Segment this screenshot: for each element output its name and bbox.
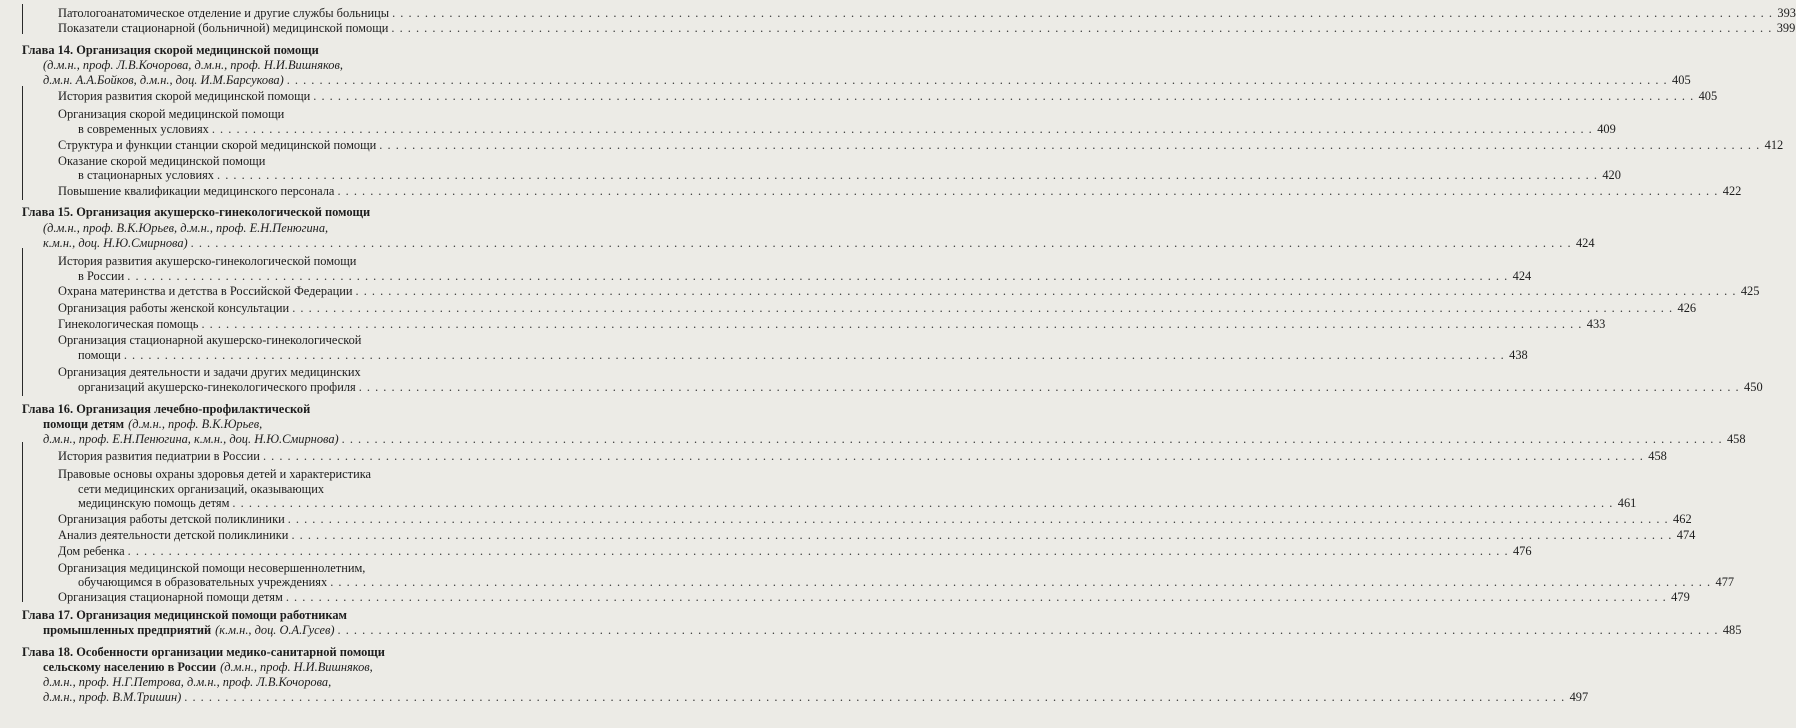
toc-entry-cont: в России . . . 424 [78,269,467,283]
page-number: 458 [1648,449,1667,463]
toc-entry-cont: в современных условиях . . . 409 [78,122,467,136]
page-number: 438 [1509,348,1528,362]
leader-dots [128,544,1509,558]
leader-dots [392,6,1773,20]
page-number: 422 [1722,184,1742,198]
page-number: 497 [1569,690,1589,704]
toc-entry-cont: организаций акушерско-гинекологического профиля . . . 450 [78,380,467,394]
toc-entry-cont: обучающимся в образовательных учреждениях . . . 477 [78,575,467,589]
toc-entry: Организация стационарной помощи детям . . . 479 [58,590,467,604]
leader-dots [184,690,1565,704]
leader-dots [313,89,1694,103]
toc-entry: История развития акушерско-гинекологической помощи [58,254,357,268]
leader-dots [287,73,1668,87]
leader-dots [263,449,1644,463]
leader-dots [232,496,1613,510]
section-rule [22,86,23,200]
leader-dots [124,348,1505,362]
chapter-authors: (д.м.н., проф. Л.В.Кочорова, д.м.н., проф. Н.И.Вишняков, [43,58,343,72]
leader-dots [217,168,1598,182]
page-number: 474 [1676,528,1696,542]
leader-dots [379,138,1760,152]
toc-entry: Повышение квалификации медицинского персонала . . . 422 [58,184,467,198]
page-number: 433 [1586,317,1606,331]
toc-entry: История развития педиатрии в России . . . 458 [58,449,467,463]
toc-entry-cont: сети медицинских организаций, оказывающих [78,482,325,496]
leader-dots [359,380,1740,394]
chapter-authors: д.м.н. А.А.Бойков, д.м.н., доц. И.М.Барсукова) . . . 405 [43,73,467,87]
leader-dots [337,184,1718,198]
toc-entry-cont: помощи . . . 438 [78,348,467,362]
toc-entry: Оказание скорой медицинской помощи [58,154,266,168]
page-number: 426 [1677,301,1697,315]
chapter-authors: д.м.н., проф. Н.Г.Петрова, д.м.н., проф. Л.В.Кочорова, [43,675,332,689]
page-number: 424 [1575,236,1595,250]
page-number: 399 [1776,21,1796,35]
toc-entry: Организация работы женской консультации . . . 426 [58,301,467,315]
chapter-title: Глава 17. Организация медицинской помощи работникам [22,608,347,622]
toc-entry: Охрана материнства и детства в Российской Федерации . . . 425 [58,284,467,298]
chapter-title-cont: сельскому населению в России (д.м.н., проф. Н.И.Вишняков, [43,660,373,674]
chapter-title-cont: промышленных предприятий (к.м.н., доц. О.А.Гусев) . . . 485 [43,623,467,637]
toc-entry [58,21,1796,35]
page-number: 462 [1673,512,1692,526]
page-number: 425 [1740,284,1760,298]
chapter-title: Глава 18. Особенности организации медико-санитарной помощи [22,645,385,659]
toc-entry: Анализ деятельности детской поликлиники . . . 474 [58,528,467,542]
page-number: 409 [1597,122,1616,136]
page-number: 461 [1617,496,1637,510]
entry-title: Показатели стационарной (больничной) медицинской помощи [58,21,389,35]
page-number: 477 [1715,575,1735,589]
toc-entry: Организация деятельности и задачи других медицинских [58,365,361,379]
page-number: 405 [1672,73,1691,87]
page-number: 393 [1777,6,1796,20]
leader-dots [288,512,1669,526]
toc-entry: Организация работы детской поликлиники . . . 462 [58,512,467,526]
page-number: 458 [1726,432,1746,446]
entry-title: Патологоанатомическое отделение и другие службы больницы [58,6,390,20]
chapter-authors: д.м.н., проф. В.М.Тришин) . . . 497 [43,690,467,704]
leader-dots [286,590,1667,604]
leader-dots [212,122,1593,136]
page-number: 412 [1764,138,1784,152]
chapter-authors: к.м.н., доц. Н.Ю.Смирнова) . . . 424 [43,236,467,250]
page-number: 424 [1512,269,1532,283]
toc-entry-cont: в стационарных условиях . . . 420 [78,168,467,182]
toc-entry: Гинекологическая помощь . . . 433 [58,317,467,331]
leader-dots [330,575,1711,589]
leader-dots [191,236,1572,250]
chapter-authors: (д.м.н., проф. В.К.Юрьев, д.м.н., проф. Е.Н.Пенюгина, [43,221,329,235]
page-number: 405 [1698,89,1718,103]
chapter-title: Глава 14. Организация скорой медицинской помощи [22,43,319,57]
leader-dots [291,528,1672,542]
toc-entry: Структура и функции станции скорой медицинской помощи . . . 412 [58,138,467,152]
page-number: 479 [1671,590,1690,604]
leader-dots [338,623,1719,637]
section-rule [22,248,23,396]
leader-dots [391,21,1772,35]
leader-dots [342,432,1723,446]
toc-entry: Правовые основы охраны здоровья детей и характеристика [58,467,372,481]
section-rule [22,4,23,34]
page-number: 450 [1744,380,1763,394]
leader-dots [127,269,1508,283]
chapter-title: Глава 15. Организация акушерско-гинекологической помощи [22,205,371,219]
toc-entry-cont: медицинскую помощь детям . . . 461 [78,496,467,510]
page-number: 420 [1602,168,1621,182]
leader-dots [292,301,1673,315]
chapter-authors: д.м.н., проф. Е.Н.Пенюгина, к.м.н., доц. Н.Ю.Смирнова) . . . 458 [43,432,467,446]
toc-entry: Организация стационарной акушерско-гинекологической [58,333,362,347]
page-number: 476 [1512,544,1532,558]
leader-dots [201,317,1582,331]
page-number: 485 [1722,623,1742,637]
toc-entry: История развития скорой медицинской помощи . . . 405 [58,89,467,103]
chapter-title-cont: помощи детям (д.м.н., проф. В.К.Юрьев, [43,417,263,431]
toc-entry: Организация медицинской помощи несовершеннолетним, [58,561,366,575]
toc-entry [58,6,1796,20]
chapter-title: Глава 16. Организация лечебно-профилактической [22,402,311,416]
toc-entry: Организация скорой медицинской помощи [58,107,285,121]
leader-dots [356,284,1737,298]
section-rule [22,442,23,602]
toc-entry: Дом ребенка . . . 476 [58,544,467,558]
